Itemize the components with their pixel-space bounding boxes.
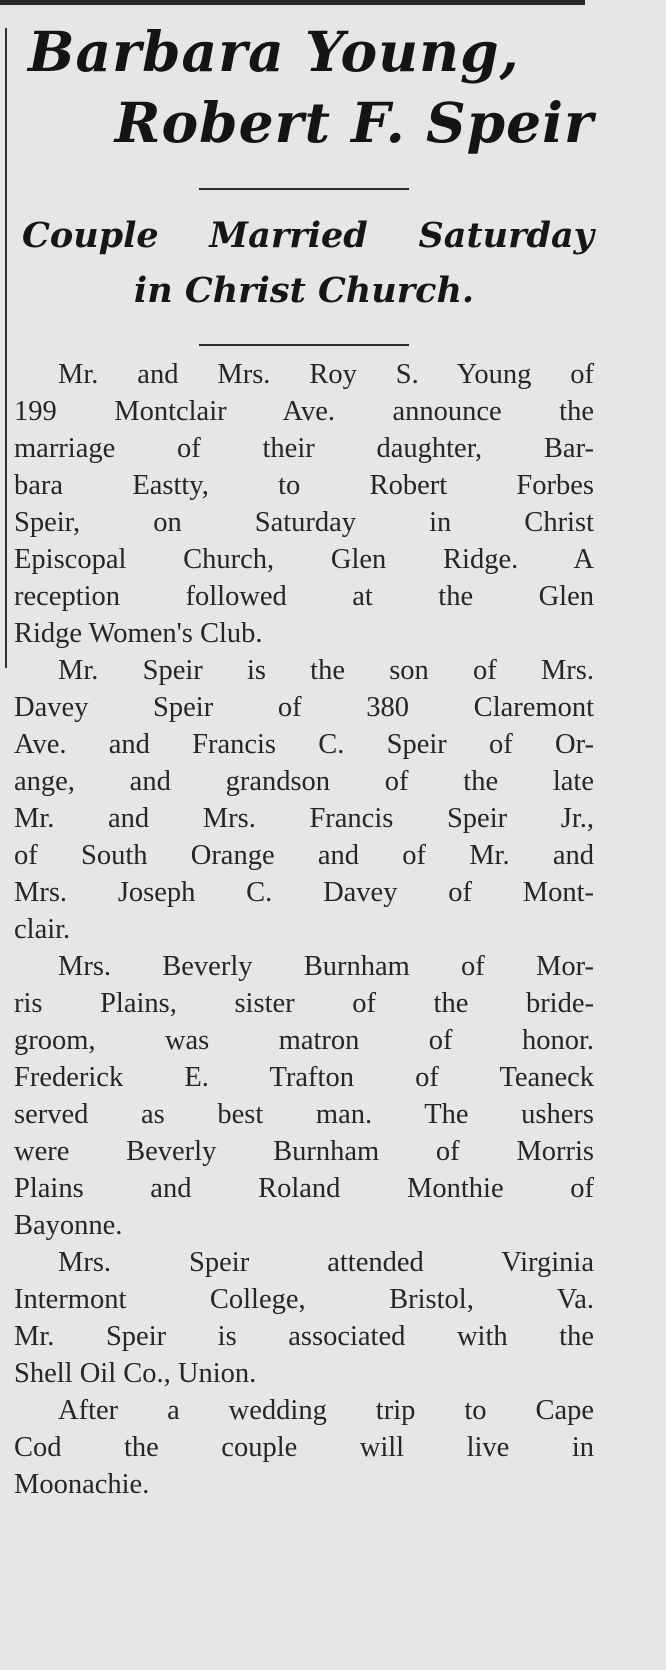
text-line: were Beverly Burnham of Morris (14, 1136, 594, 1167)
text-line: Ridge Women's Club. (14, 618, 263, 649)
text-line: bara Eastty, to Robert Forbes (14, 470, 594, 501)
subheadline (14, 208, 594, 318)
text-line: Moonachie. (14, 1469, 150, 1500)
text-line: groom, was matron of honor. (14, 1025, 594, 1056)
headline-line-1: Barbara Young, (28, 19, 520, 84)
text-line: 199 Montclair Ave. announce the (14, 396, 594, 427)
text-line: Mr. and Mrs. Francis Speir Jr., (14, 803, 594, 834)
text-line: Mrs. Beverly Burnham of Mor- (58, 951, 594, 982)
headline-line-2: Robert F. Speir (114, 90, 594, 155)
subheadline-line-1: Couple Married Saturday (22, 215, 594, 256)
paragraph-groom-family (14, 652, 594, 948)
text-line: Speir, on Saturday in Christ (14, 507, 594, 538)
text-line: Shell Oil Co., Union. (14, 1358, 257, 1389)
text-line: ange, and grandson of the late (14, 766, 594, 797)
paragraph-wedding-party (14, 948, 594, 1244)
text-line: Mrs. Speir attended Virginia (58, 1247, 594, 1278)
text-line: of South Orange and of Mr. and (14, 840, 594, 871)
text-line: served as best man. The ushers (14, 1099, 594, 1130)
paragraph-honeymoon (14, 1392, 594, 1503)
column-divider-rule (5, 28, 7, 668)
text-line: Mrs. Joseph C. Davey of Mont- (14, 877, 594, 908)
text-line: Cod the couple will live in (14, 1432, 594, 1463)
text-line: Mr. Speir is the son of Mrs. (58, 655, 594, 686)
text-line: reception followed at the Glen (14, 581, 594, 612)
text-line: After a wedding trip to Cape (58, 1395, 594, 1426)
subheadline-line-2: in Christ Church. (133, 270, 475, 311)
text-line: Davey Speir of 380 Claremont (14, 692, 594, 723)
text-line: ris Plains, sister of the bride- (14, 988, 594, 1019)
text-line: Mr. and Mrs. Roy S. Young of (58, 359, 594, 390)
newspaper-clipping (14, 16, 594, 1503)
headline-separator-rule (199, 188, 409, 190)
text-line: clair. (14, 914, 71, 945)
text-line: Episcopal Church, Glen Ridge. A (14, 544, 594, 575)
text-line: Plains and Roland Monthie of (14, 1173, 594, 1204)
paragraph-education (14, 1244, 594, 1392)
top-border-rule (0, 0, 585, 5)
article-body (14, 356, 594, 1503)
subheadline-separator-rule (199, 344, 409, 346)
text-line: Ave. and Francis C. Speir of Or- (14, 729, 594, 760)
text-line: Bayonne. (14, 1210, 123, 1241)
text-line: Intermont College, Bristol, Va. (14, 1284, 594, 1315)
paragraph-announcement (14, 356, 594, 652)
text-line: Mr. Speir is associated with the (14, 1321, 594, 1352)
text-line: marriage of their daughter, Bar- (14, 433, 594, 464)
headline (14, 16, 594, 158)
text-line: Frederick E. Trafton of Teaneck (14, 1062, 594, 1093)
